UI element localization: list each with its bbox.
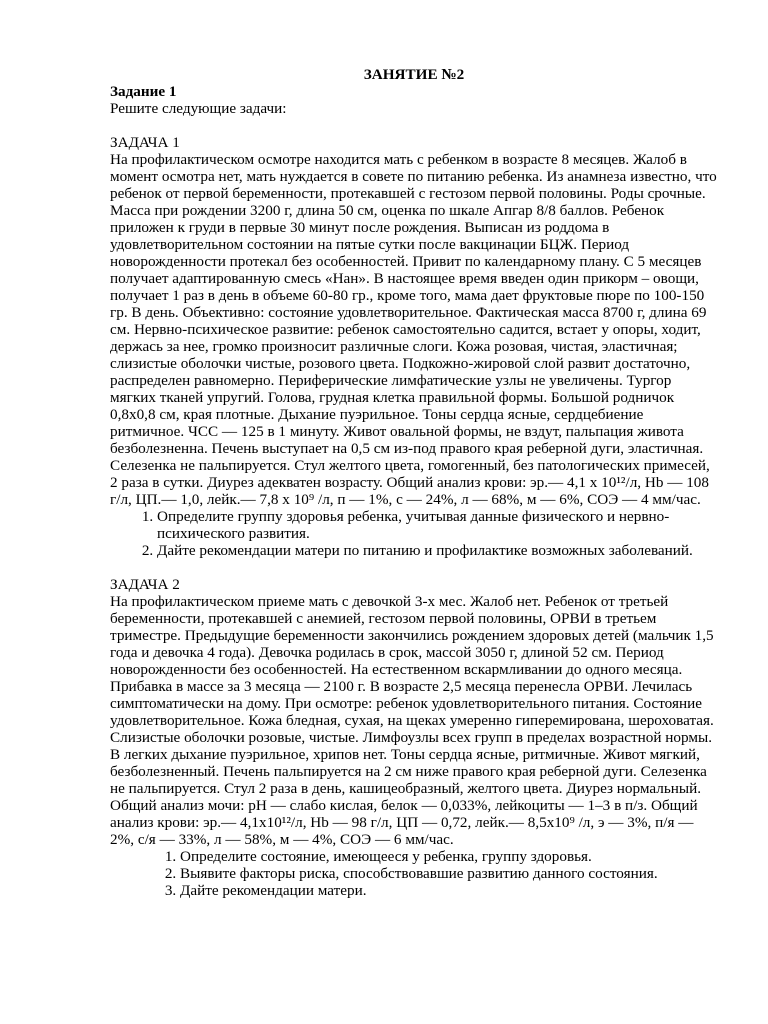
question-item: 1. Определите состояние, имеющееся у ребенка, группу здоровья. [180, 848, 718, 865]
task-body: На профилактическом приеме мать с девочкой 3-х мес. Жалоб нет. Ребенок от третьей беременности, протекавшей с анемией, гестозом первой половины, ОРВИ в третьем триместре. Предыдущие беременности закончились рождением здоровых детей (мальчик 1,5 года и девочка 4 года). Девочка родилась в срок, массой 3050 г, длиной 52 см. Период новорожденности без особенностей. На естественном вскармливании до одного месяца. Прибавка в массе за 3 месяца — 2100 г. В возрасте 2,5 месяца перенесла ОРВИ. Лечилась симптоматически на дому. При осмотре: ребенок удовлетворительного питания. Состояние удовлетворительное. Кожа бледная, сухая, на щеках умеренно гиперемирована, шероховатая. Слизистые оболочки розовые, чистые. Лимфоузлы всех групп в пределах возрастной нормы. В легких дыхание пуэрильное, хрипов нет. Тоны сердца ясные, ритмичные. Живот мягкий, безболезненный. Печень пальпируется на 2 см ниже правого края реберной дуги. Селезенка не пальпируется. Стул 2 раза в день, кашицеобразный, желтого цвета. Диурез нормальный. Общий анализ мочи: рН — слабо кислая, белок — 0,033%, лейкоциты — 1–3 в п/з. Общий анализ крови: эр.— 4,1х10¹²/л, Hb — 98 г/л, ЦП — 0,72, лейк.— 8,5х10⁹ /л, э — 3%, п/я — 2%, с/я — 33%, л — 58%, м — 4%, СОЭ — 6 мм/час. [110, 593, 714, 848]
task-body: На профилактическом осмотре находится мать с ребенком в возрасте 8 месяцев. Жалоб в момент осмотра нет, мать нуждается в совете по питанию ребенка. Из анамнеза известно, что ребенок от первой беременности, протекавшей с гестозом первой половины. Роды срочные. Масса при рождении 3200 г, длина 50 см, оценка по шкале Апгар 8/8 баллов. Ребенок приложен к груди в первые 30 минут после рождения. Выписан из роддома в удовлетворительном состоянии на пятые сутки после вакцинации БЦЖ. Период новорожденности протекал без особенностей. Привит по календарному плану. С 5 месяцев получает адаптированную смесь «Нан». В настоящее время введен один прикорм – овощи, получает 1 раз в день в объеме 60-80 гр., кроме того, мама дает фруктовые пюре по 100-150 гр. В день. Объективно: состояние удовлетворительное. Фактическая масса 8700 г, длина 69 см. Нервно-психическое развитие: ребенок самостоятельно садится, встает у опоры, ходит, держась за нее, громко произносит различные слоги. Кожа розовая, чистая, эластичная; слизистые оболочки чистые, розового цвета. Подкожно-жировой слой развит достаточно, распределен равномерно. Периферические лимфатические узлы не увеличены. Тургор мягких тканей упругий. Голова, грудная клетка правильной формы. Большой родничок 0,8х0,8 см, края плотные. Дыхание пуэрильное. Тоны сердца ясные, сердцебиение ритмичное. ЧСС — 125 в 1 минуту. Живот овальной формы, не вздут, пальпация живота безболезненна. Печень выступает на 0,5 см из-под правого края реберной дуги, эластичная. Селезенка не пальпируется. Стул желтого цвета, гомогенный, без патологических примесей, 2 раза в сутки. Диурез адекватен возрасту. Общий анализ крови: эр.— 4,1 х 10¹²/л, Hb — 108 г/л, ЦП.— 1,0, лейк.— 7,8 х 10⁹ /л, п — 1%, с — 24%, л — 68%, м — 6%, СОЭ — 4 мм/час. [110, 151, 717, 508]
question-item: 1. Определите группу здоровья ребенка, учитывая данные физического и нервно-психического развития. [157, 508, 718, 542]
task-heading: ЗАДАЧА 2 [110, 576, 180, 593]
task-2 [110, 576, 718, 899]
assignment-heading: Задание 1 [110, 83, 177, 100]
assignment-instruction: Решите следующие задачи: [110, 100, 287, 117]
spacer [110, 559, 718, 576]
page-title: ЗАНЯТИЕ №2 [363, 66, 465, 83]
question-item: 2. Дайте рекомендации матери по питанию и профилактике возможных заболеваний. [157, 542, 718, 559]
task-heading: ЗАДАЧА 1 [110, 134, 180, 151]
document-content [110, 66, 718, 899]
task-questions [110, 508, 718, 559]
spacer [110, 117, 718, 134]
task-questions [110, 848, 718, 899]
task-1 [110, 134, 718, 559]
question-item: 3. Дайте рекомендации матери. [180, 882, 718, 899]
question-item: 2. Выявите факторы риска, способствовавшие развитию данного состояния. [180, 865, 718, 882]
